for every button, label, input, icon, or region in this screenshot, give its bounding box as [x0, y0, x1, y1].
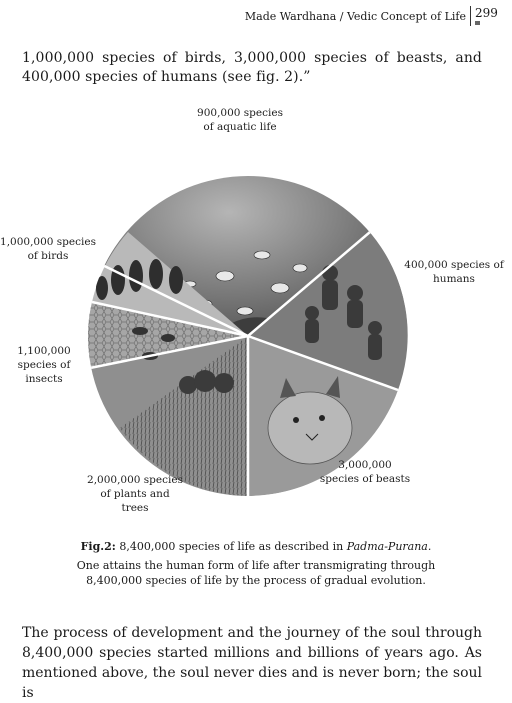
label-beasts: 3,000,000 species of beasts	[319, 459, 411, 485]
label-aquatic: 900,000 species of aquatic life	[197, 107, 283, 133]
intro-paragraph: 1,000,000 species of birds, 3,000,000 species of beasts, and 400,000 species of humans (see fig. 2).”	[22, 50, 482, 85]
page-number: 299	[475, 6, 498, 20]
body-paragraph: The process of development and the journey of the soul through 8,400,000 species started millions and billions of years ago. As mentioned above, the soul never dies and is never born; the soul is	[22, 625, 482, 701]
label-birds: 1,000,000 species of birds	[0, 236, 96, 262]
page-number-box	[470, 6, 498, 26]
figure-label: Fig.2:	[80, 540, 116, 553]
label-humans: 400,000 species of humans	[404, 259, 504, 285]
figure-species-pie	[0, 98, 512, 518]
species-pie-image	[0, 98, 512, 518]
caption-line-2: One attains the human form of life after transmigrating through	[76, 559, 436, 572]
page-header	[0, 6, 512, 28]
label-plants: 2,000,000 species of plants and trees	[87, 474, 183, 514]
running-title: Made Wardhana / Vedic Concept of Life	[244, 10, 466, 23]
figure-caption	[0, 539, 512, 588]
caption-line-3: 8,400,000 species of life by the process of gradual evolution.	[86, 574, 426, 587]
caption-line-1: Fig.2: 8,400,000 species of life as described in Padma-Purana.	[80, 540, 432, 553]
label-insects: 1,100,000 species of insects	[17, 345, 71, 385]
page-marker-icon	[475, 21, 480, 25]
